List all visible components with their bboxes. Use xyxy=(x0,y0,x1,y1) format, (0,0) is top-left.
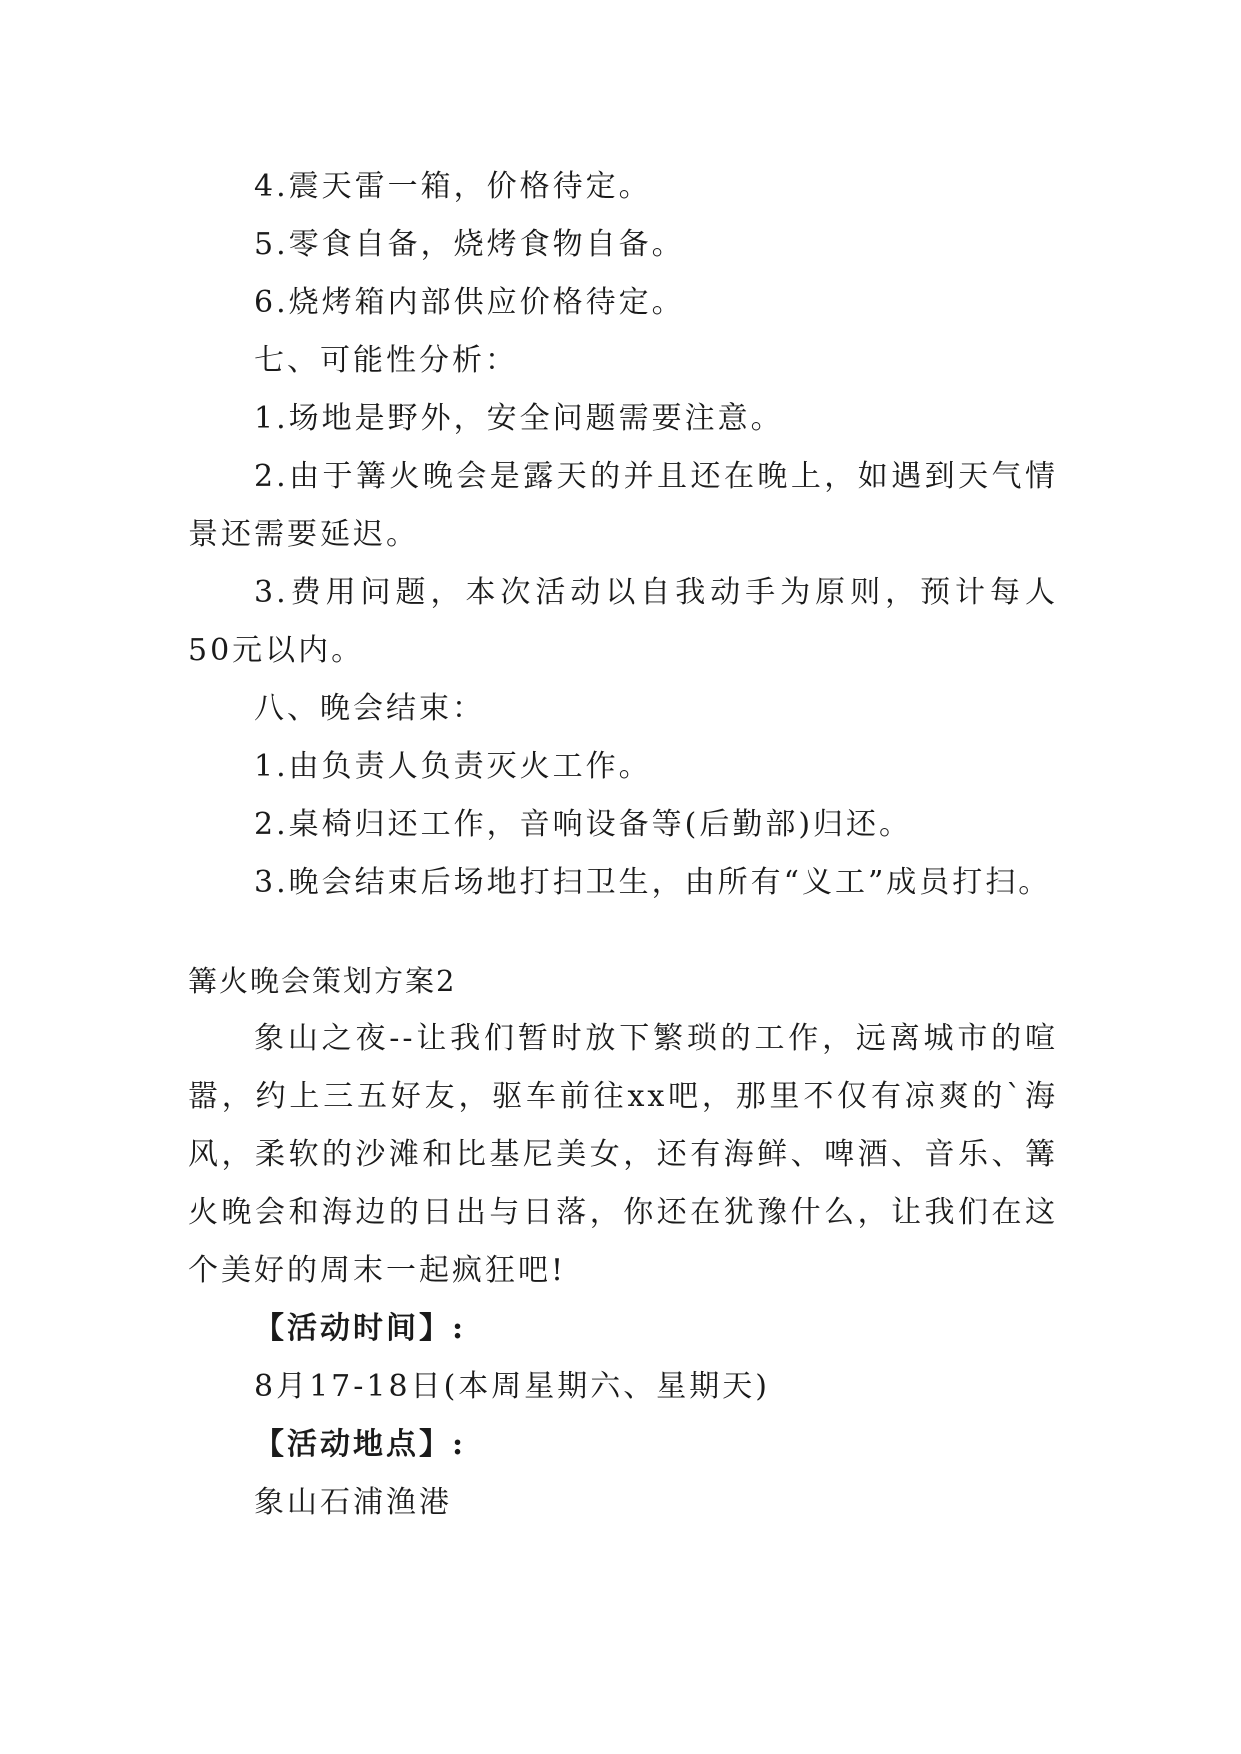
list-item: 6.烧烤箱内部供应价格待定。 xyxy=(254,285,685,320)
activity-time-value: 8月17-18日(本周星期六、星期天) xyxy=(254,1369,770,1404)
section-heading-8: 八、晚会结束： xyxy=(254,691,485,726)
activity-place-label: 【活动地点】: xyxy=(254,1427,467,1462)
intro-paragraph: 象山之夜--让我们暂时放下繁琐的工作，远离城市的喧嚣，约上三五好友，驱车前往xx吧，那里不仅有凉爽的`海风，柔软的沙滩和比基尼美女，还有海鲜、啤酒、音乐、篝火晚会和海边的日出与日落，你还在犹豫什么，让我们在这个美好的周末一起疯狂吧! xyxy=(188,1021,1058,1288)
paragraph: 2.由于篝火晚会是露天的并且还在晚上，如遇到天气情景还需要延迟。 xyxy=(188,459,1058,552)
list-item: 1.场地是野外，安全问题需要注意。 xyxy=(254,401,784,436)
section-spacer xyxy=(188,912,1058,952)
document-title: 篝火晚会策划方案2 xyxy=(188,964,457,998)
activity-place-value: 象山石浦渔港 xyxy=(254,1485,452,1520)
list-item: 2.桌椅归还工作，音响设备等(后勤部)归还。 xyxy=(254,807,913,842)
list-item: 5.零食自备，烧烤食物自备。 xyxy=(254,227,685,262)
list-item: 1.由负责人负责灭火工作。 xyxy=(254,749,652,784)
list-item: 3.晚会结束后场地打扫卫生，由所有“义工”成员打扫。 xyxy=(254,865,1052,900)
document-body xyxy=(188,158,1058,1532)
section-heading-7: 七、可能性分析： xyxy=(254,343,518,378)
list-item: 4.震天雷一箱，价格待定。 xyxy=(254,169,652,204)
activity-time-label: 【活动时间】: xyxy=(254,1311,467,1346)
paragraph: 3.费用问题，本次活动以自我动手为原则，预计每人50元以内。 xyxy=(188,575,1058,668)
